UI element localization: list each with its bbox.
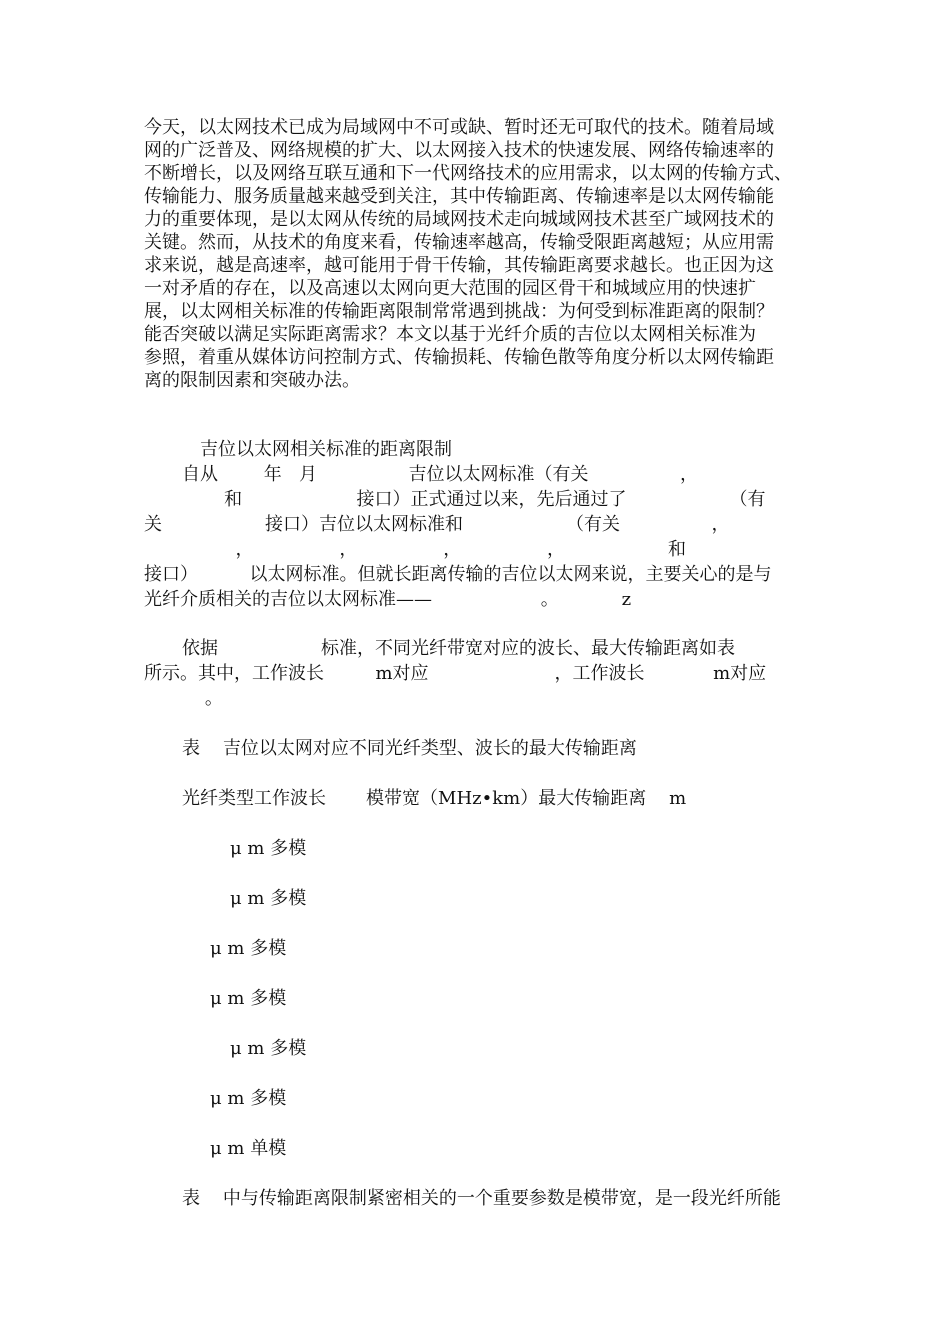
intro-line: 一对矛盾的存在，以及高速以太网向更大范围的园区骨干和城域应用的快速扩 [144,278,756,299]
table-row: μ m 单模 [210,1138,287,1159]
intro-line: 参照，着重从媒体访问控制方式、传输损耗、传输色散等角度分析以太网传输距 [144,347,774,368]
table-header: 光纤类型工作波长 模带宽（MHz•km）最大传输距离 m [182,788,687,809]
basis-line: 。 [182,688,223,709]
basis-line: 依据 标准，不同光纤带宽对应的波长、最大传输距离如表 [182,638,735,659]
closing-line: 表 中与传输距离限制紧密相关的一个重要参数是模带宽，是一段光纤所能 [182,1188,781,1209]
intro-line: 不断增长，以及网络互联互通和下一代网络技术的应用需求，以太网的传输方式、 [144,163,792,184]
intro-line: 传输能力、服务质量越来越受到关注，其中传输距离、传输速率是以太网传输能 [144,186,774,207]
table-caption: 表 吉位以太网对应不同光纤类型、波长的最大传输距离 [182,738,637,759]
section-line: 关 接口）吉位以太网标准和 （有关 ， [144,514,730,535]
table-row: μ m 多模 [230,888,307,909]
section-line: 接口） 以太网标准。但就长距离传输的吉位以太网来说，主要关心的是与 [144,564,772,585]
section-line: 和 接口）正式通过以来，先后通过了 （有 [144,489,766,510]
intro-line: 力的重要体现，是以太网从传统的局域网技术走向城域网技术甚至广域网技术的 [144,209,774,230]
table-row: μ m 多模 [210,938,287,959]
table-row: μ m 多模 [210,988,287,1009]
section-line: ， ， ， ， 和 [144,539,687,560]
table-row: μ m 多模 [210,1088,287,1109]
table-row: μ m 多模 [230,838,307,859]
intro-line: 展，以太网相关标准的传输距离限制常常遇到挑战：为何受到标准距离的限制？ [144,301,774,322]
section-line: 光纤介质相关的吉位以太网标准—— 。 z [144,589,632,610]
intro-line: 今天，以太网技术已成为局域网中不可或缺、暂时还无可取代的技术。随着局域 [144,117,774,138]
intro-line: 关键。然而，从技术的角度来看，传输速率越高，传输受限距离越短；从应用需 [144,232,774,253]
intro-line: 能否突破以满足实际距离需求？本文以基于光纤介质的吉位以太网相关标准为 [144,324,756,345]
basis-line: 所示。其中，工作波长 m对应 ，工作波长 m对应 [144,663,767,684]
section-heading: 吉位以太网相关标准的距离限制 [200,439,452,460]
intro-line: 网的广泛普及、网络规模的扩大、以太网接入技术的快速发展、网络传输速率的 [144,140,774,161]
intro-line: 求来说，越是高速率，越可能用于骨干传输，其传输距离要求越长。也正因为这 [144,255,774,276]
table-row: μ m 多模 [230,1038,307,1059]
intro-line: 离的限制因素和突破办法。 [144,370,360,391]
section-line: 自从 年 月 吉位以太网标准（有关 ， [182,464,699,485]
